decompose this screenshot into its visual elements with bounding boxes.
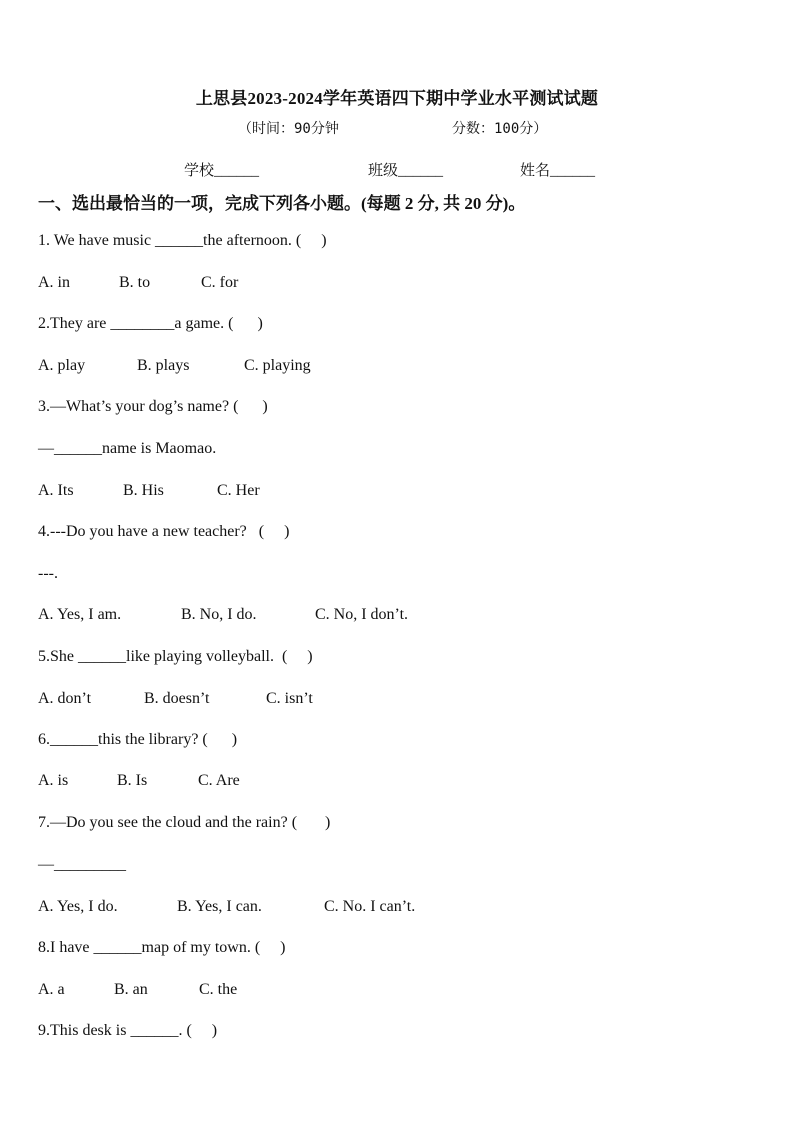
question-stem: 1. We have music ______the afternoon. ( ) (38, 232, 327, 249)
option: B. doesn’t (144, 690, 210, 707)
question-stem: 2.They are ________a game. ( ) (38, 315, 263, 332)
option: C. Are (198, 772, 240, 789)
question-options (38, 482, 260, 500)
question-stem: 3.—What’s your dog’s name? ( ) (38, 398, 268, 415)
question-options (38, 772, 240, 790)
question-stem: 4.---Do you have a new teacher? ( ) (38, 523, 290, 540)
question-options (38, 690, 313, 708)
option: B. Is (117, 772, 148, 789)
question-options (38, 274, 238, 292)
section-heading: 一、选出最恰当的一项，完成下列各小题。(每题 2 分, 共 20 分)。 (38, 194, 526, 213)
option: B. No, I do. (181, 606, 257, 623)
question-options (38, 357, 311, 375)
question-stem: 7.—Do you see the cloud and the rain? ( ) (38, 814, 331, 831)
question-line: —_________ (38, 856, 126, 873)
option: C. playing (244, 357, 311, 374)
exam-score: 分数：100分） (452, 121, 548, 137)
option: C. Her (217, 482, 260, 499)
option: A. Its (38, 482, 74, 499)
page-title: 上思县2023-2024学年英语四下期中学业水平测试试题 (195, 89, 599, 108)
school-field: 学校______ (184, 163, 260, 179)
option: B. to (119, 274, 151, 291)
question-line: —______name is Maomao. (38, 440, 217, 457)
option: A. don’t (38, 690, 92, 707)
question-stem: 9.This desk is ______. ( ) (38, 1022, 218, 1039)
class-field: 班级______ (368, 163, 444, 179)
question-stem: 6.______this the library? ( ) (38, 731, 238, 748)
option: B. Yes, I can. (177, 898, 262, 915)
option: B. plays (137, 357, 190, 374)
exam-time: （时间：90分钟 (238, 121, 339, 137)
question-options (38, 898, 415, 916)
option: C. No, I don’t. (315, 606, 409, 623)
option: A. Yes, I am. (38, 606, 122, 623)
option: C. the (199, 981, 238, 998)
question-options (38, 606, 408, 624)
option: C. for (201, 274, 239, 291)
option: A. Yes, I do. (38, 898, 118, 915)
option: C. No. I can’t. (324, 898, 416, 915)
question-options (38, 981, 237, 999)
option: A. in (38, 274, 70, 291)
option: A. play (38, 357, 86, 374)
question-stem: 5.She ______like playing volleyball. ( ) (38, 648, 313, 665)
option: B. His (123, 482, 164, 499)
option: B. an (114, 981, 148, 998)
question-line: ---. (38, 565, 58, 582)
option: C. isn’t (266, 690, 313, 707)
option: A. a (38, 981, 65, 998)
name-field: 姓名______ (520, 163, 596, 179)
question-stem: 8.I have ______map of my town. ( ) (38, 939, 286, 956)
option: A. is (38, 772, 69, 789)
